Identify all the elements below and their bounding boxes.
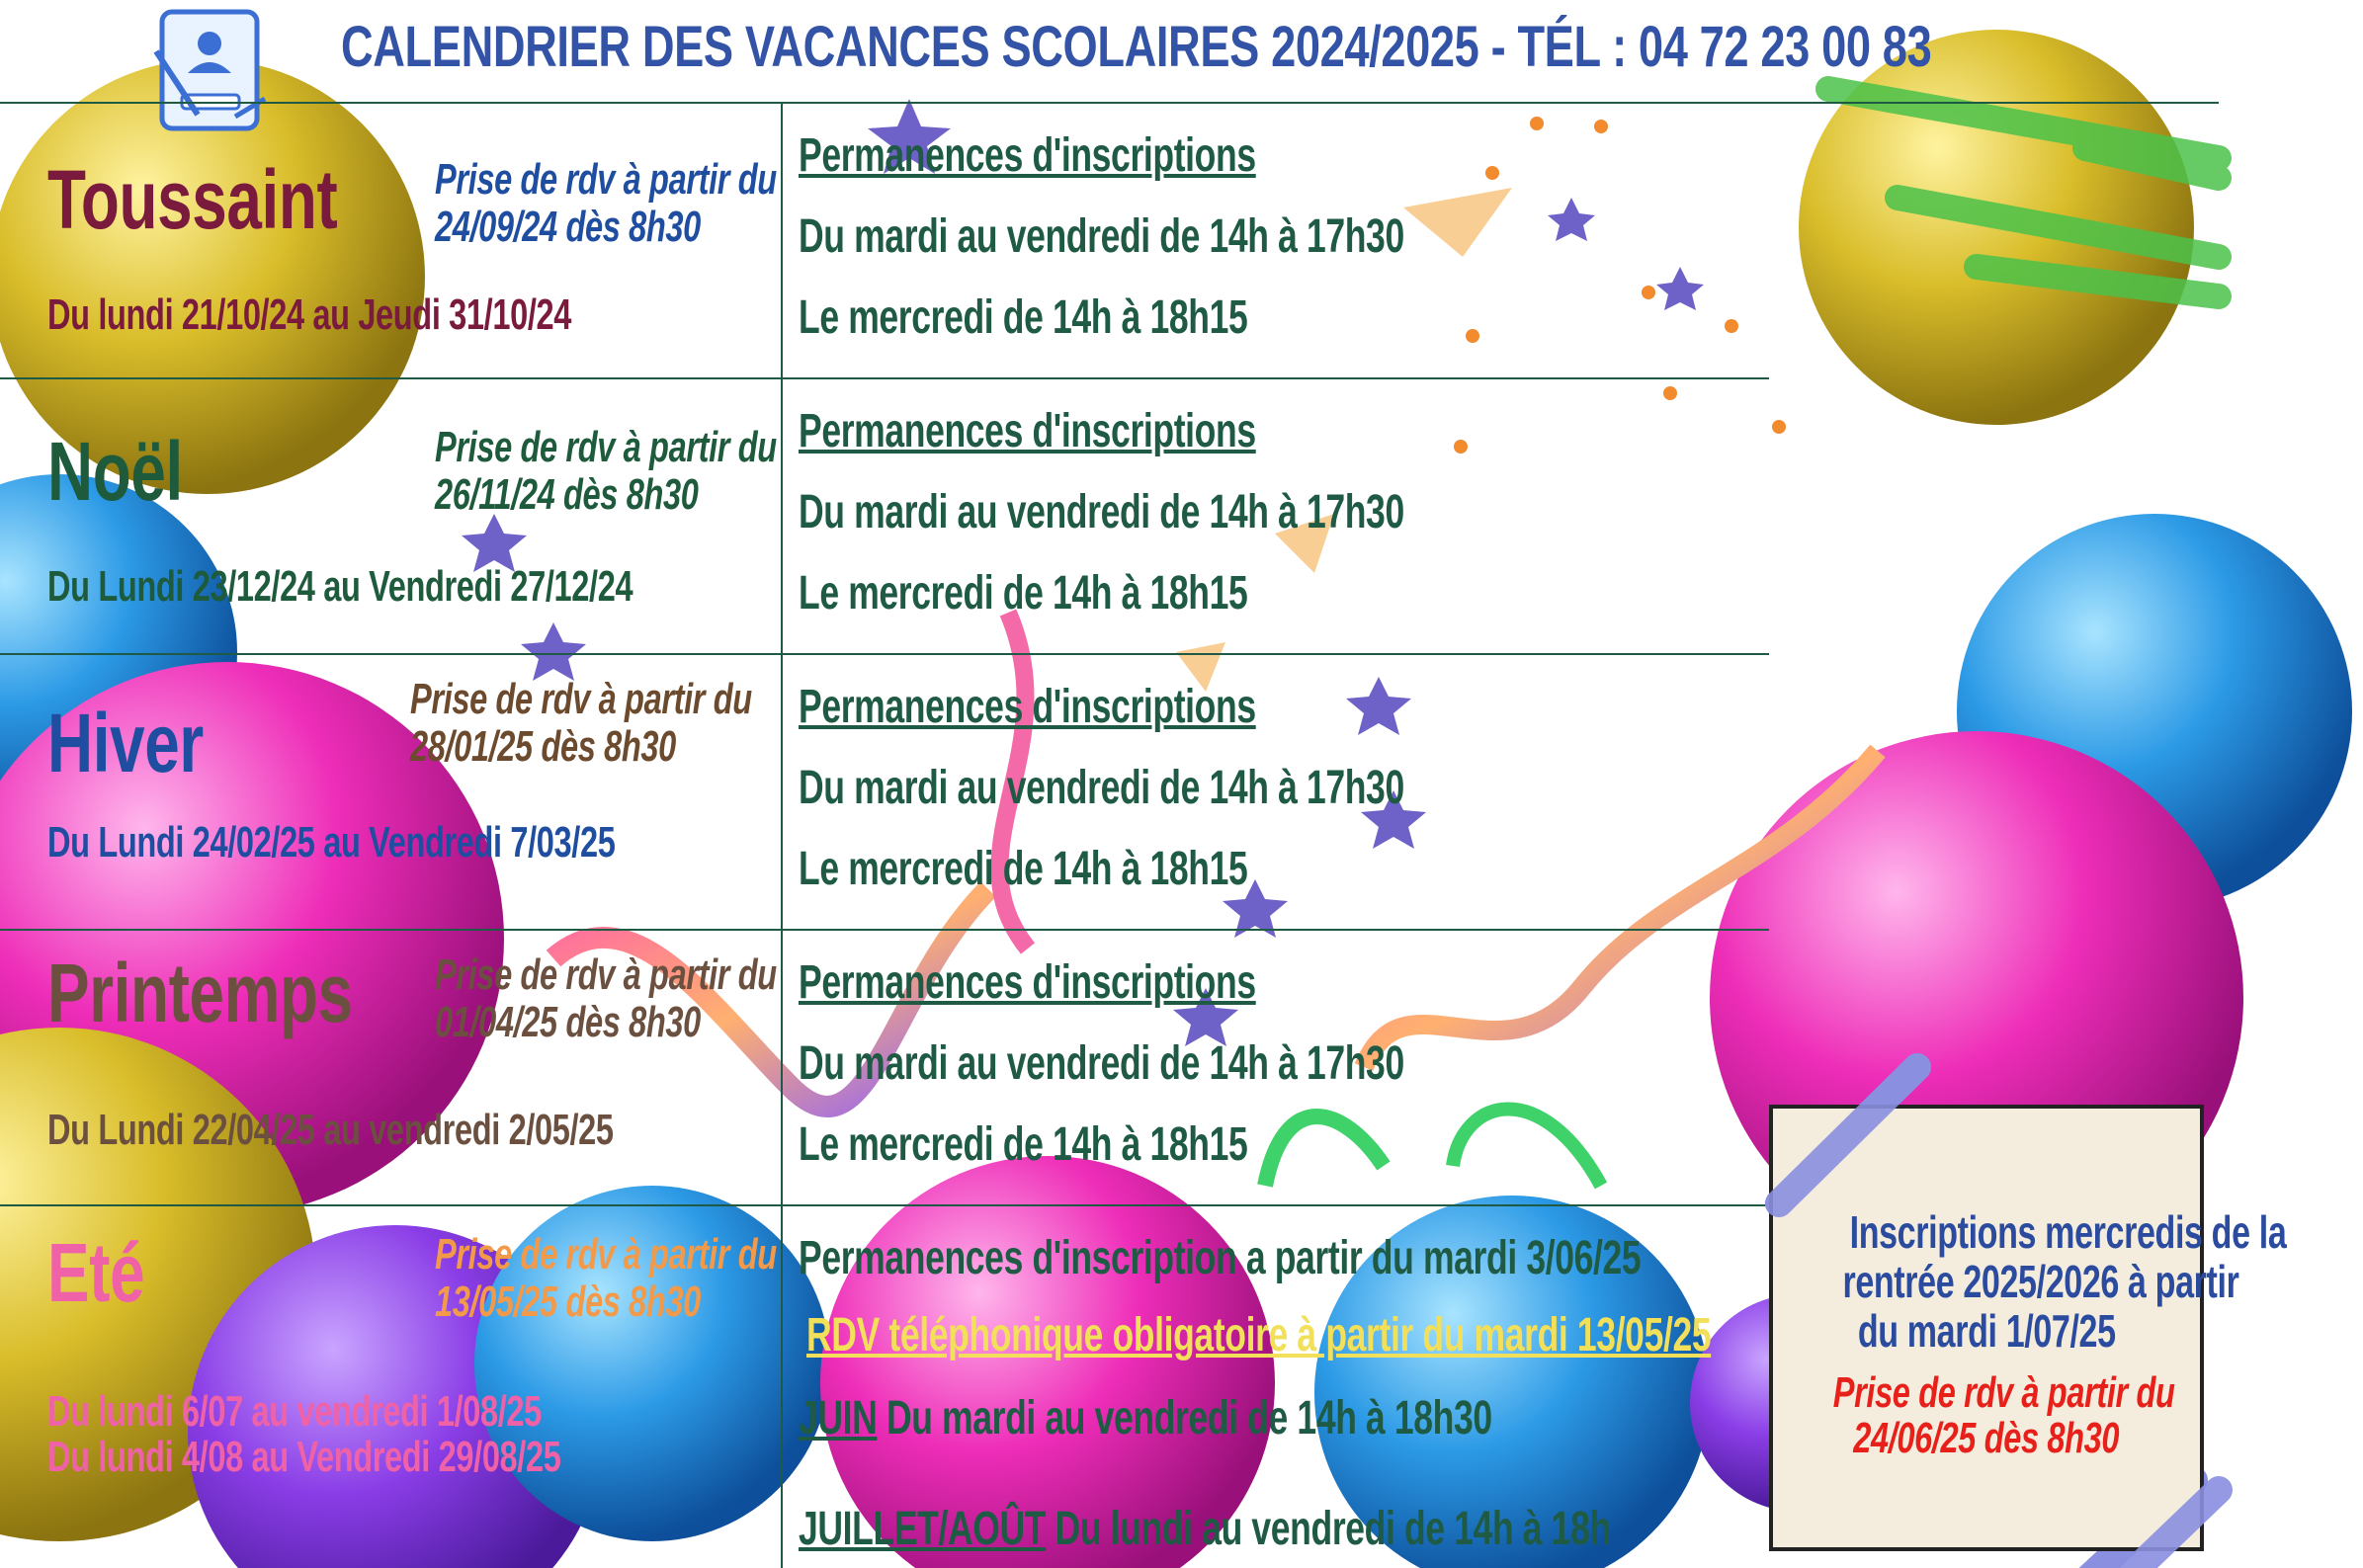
vacation-dates: Du Lundi 23/12/24 au Vendredi 27/12/24 [47, 562, 633, 611]
rdv-phone-notice: RDV téléphonique obligatoire à partir du mardi 13/05/25 [806, 1309, 1712, 1362]
season-title: Eté [47, 1226, 145, 1319]
row-hiver [0, 654, 2219, 929]
permanence-title: Permanences d'inscriptions [799, 956, 1256, 1009]
permanence-juin: JUIN Du mardi au vendredi de 14h à 18h30 [799, 1392, 1492, 1444]
permanence-line: Du mardi au vendredi de 14h à 17h30 [799, 210, 1404, 263]
permanence-title: Permanences d'inscriptions [799, 681, 1256, 733]
vacation-dates: Du lundi 6/07 au vendredi 1/08/25 Du lundi 4/08 au Vendredi 29/08/25 [47, 1387, 561, 1481]
rdv-text: Prise de rdv à partir du 13/05/25 dès 8h30 [435, 1230, 777, 1326]
vacation-dates: Du Lundi 22/04/25 au vendredi 2/05/25 [47, 1106, 614, 1154]
season-title: Hiver [47, 697, 204, 789]
note-rdv-text: Prise de rdv à partir du 24/06/25 dès 8h30 [1832, 1368, 2175, 1462]
note-text: Inscriptions mercredis de la rentrée 2025/2026 à partir du mardi 1/07/25 [1842, 1206, 2287, 1357]
wednesday-registration-note [1769, 1105, 2287, 1551]
season-title: Noël [47, 425, 183, 518]
page-title: CALENDRIER DES VACANCES SCOLAIRES 2024/2025 - TÉL : 04 72 23 00 83 [341, 15, 1932, 79]
permanence-line: Le mercredi de 14h à 18h15 [799, 843, 1248, 895]
permanence-juillet-aout: JUILLET/AOÛT Du lundi au vendredi de 14h à 18h [799, 1503, 1611, 1555]
row-toussaint [0, 103, 2219, 377]
permanence-title: Permanences d'inscriptions [799, 129, 1256, 182]
permanence-line: Le mercredi de 14h à 18h15 [799, 1118, 1248, 1171]
season-title: Printemps [47, 947, 353, 1039]
permanence-line: Le mercredi de 14h à 18h15 [799, 567, 1248, 619]
permanence-line: Du mardi au vendredi de 14h à 17h30 [799, 486, 1404, 538]
row-noel [0, 378, 2219, 653]
rdv-text: Prise de rdv à partir du 01/04/25 dès 8h30 [435, 950, 777, 1046]
permanence-line: Le mercredi de 14h à 18h15 [799, 291, 1248, 344]
header [0, 0, 2219, 103]
vacation-dates: Du Lundi 24/02/25 au Vendredi 7/03/25 [47, 818, 616, 867]
permanence-title: Permanences d'inscriptions [799, 405, 1256, 457]
vacation-dates: Du lundi 21/10/24 au Jeudi 31/10/24 [47, 290, 571, 339]
season-title: Toussaint [47, 153, 338, 246]
rdv-text: Prise de rdv à partir du 26/11/24 dès 8h30 [435, 423, 777, 519]
rdv-text: Prise de rdv à partir du 24/09/24 dès 8h30 [435, 155, 777, 251]
rdv-text: Prise de rdv à partir du 28/01/25 dès 8h30 [410, 675, 752, 771]
permanence-title: Permanences d'inscription a partir du mardi 3/06/25 [799, 1232, 1642, 1284]
permanence-line: Du mardi au vendredi de 14h à 17h30 [799, 1037, 1404, 1090]
permanence-line: Du mardi au vendredi de 14h à 17h30 [799, 762, 1404, 814]
